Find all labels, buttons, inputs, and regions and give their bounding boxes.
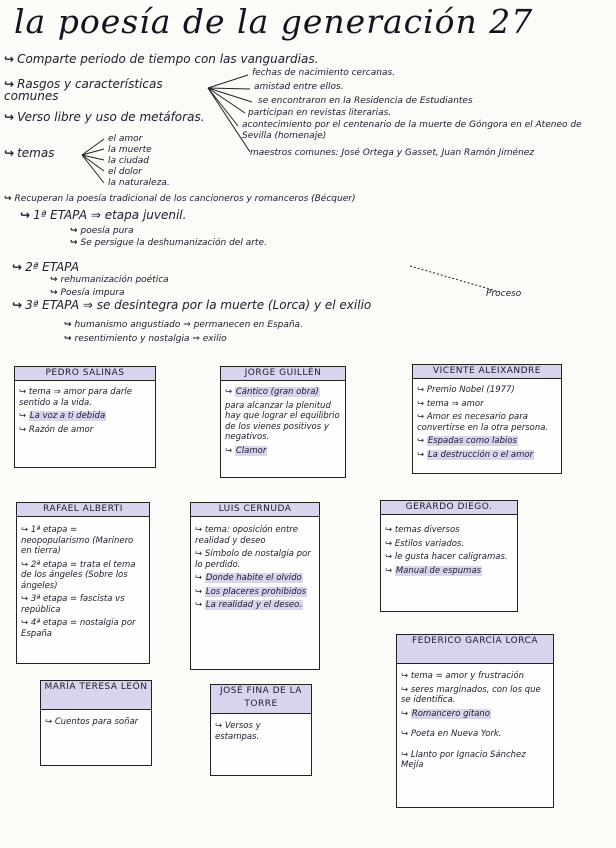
author-item: ↪ Espadas como labios <box>417 436 517 446</box>
arrow-icon: ↪ <box>4 77 15 91</box>
page-title: la poesía de la generación 27 <box>14 2 534 41</box>
etapa-2: ↪ 2ª ETAPA <box>12 260 80 274</box>
author-item: ↪ temas diversos <box>385 525 460 535</box>
author-box-guillen <box>220 366 346 478</box>
author-name: LUIS CERNUDA <box>190 502 320 517</box>
arrow-icon: ↪ <box>70 226 78 236</box>
tema-item: la ciudad <box>108 156 149 166</box>
note-verso-libre: ↪ Verso libre y uso de metáforas. <box>4 110 205 124</box>
author-name: VICENTE ALEIXANDRE <box>412 364 562 379</box>
author-name: MARÍA TERESA LEÓN <box>40 680 152 710</box>
rasgo-item: participan en revistas literarias. <box>248 108 392 118</box>
arrow-icon: ↪ <box>4 146 15 160</box>
arrow-icon: ↪ <box>70 238 78 248</box>
author-item: ↪ Los placeres prohibidos <box>195 586 307 597</box>
author-item: ↪ Símbolo de nostalgia por lo perdido. <box>195 549 311 570</box>
etapa-2-item: ↪ rehumanización poética <box>50 275 169 285</box>
author-item: ↪ Donde habite el olvido <box>195 573 302 583</box>
author-item: ↪ Versos y estampas. <box>215 721 261 742</box>
etapa-3-proceso: Proceso <box>486 289 522 299</box>
etapa-1-item: ↪ Se persigue la deshumanización del arte. <box>70 238 267 248</box>
etapa-3-item: ↪ resentimiento y nostalgia ⇒ exilio <box>64 334 227 344</box>
author-item: ↪ 4ª etapa = nostalgia por España <box>21 618 136 639</box>
note-vanguardias: ↪ Comparte periodo de tiempo con las vanguardias. <box>4 52 319 66</box>
arrow-icon: ↪ <box>50 288 58 298</box>
author-item: ↪ Amor es necesario para convertirse en la otra persona. <box>417 412 549 433</box>
arrow-icon: ↪ <box>64 320 72 330</box>
arrow-icon: ↪ <box>50 275 58 285</box>
author-name: FEDERICO GARCÍA LORCA <box>396 634 554 664</box>
author-items <box>385 525 513 579</box>
author-box-cernuda <box>190 502 320 670</box>
rasgo-item: maestros comunes: José Ortega y Gasset, Juan Ramón Jiménez <box>250 148 535 158</box>
tema-item: el amor <box>108 134 143 144</box>
author-item: ↪ seres marginados, con los que se identifica. <box>401 684 541 705</box>
author-name: JORGE GUILLÉN <box>220 366 346 381</box>
etapa-1-item: ↪ poesía pura <box>70 226 134 236</box>
author-item: ↪ La voz a ti debida <box>19 411 106 421</box>
author-item: ↪ Estilos variados. <box>385 538 465 549</box>
author-name: PEDRO SALINAS <box>14 366 156 381</box>
author-items <box>21 525 145 642</box>
arrow-icon: ↪ <box>4 110 15 124</box>
author-items <box>45 717 147 731</box>
author-item: ↪ Clamor <box>225 445 267 456</box>
arrow-icon: ↪ <box>12 260 23 274</box>
rasgo-item: fechas de nacimiento cercanas. <box>252 68 396 78</box>
etapa-1: ↪ 1ª ETAPA ⇒ etapa juvenil. <box>20 208 187 222</box>
author-name: RAFAEL ALBERTI <box>16 502 150 517</box>
author-item: ↪ Premio Nobel (1977) <box>417 385 515 395</box>
etapa-3-item: ↪ humanismo angustiado ⇒ permanecen en España. <box>64 320 303 330</box>
author-item: ↪ Poeta en Nueva York. <box>401 729 502 739</box>
arrow-icon: ↪ <box>20 208 31 222</box>
author-box-torre <box>210 684 312 776</box>
tema-item: el dolor <box>108 167 142 177</box>
author-item: ↪ Cántico (gran obra) <box>225 387 319 397</box>
author-item: ↪ 1ª etapa = neopopularismo (Marinero en tierra) <box>21 525 134 556</box>
author-box-leon <box>40 680 152 766</box>
rasgo-item: acontecimiento por el centenario de la muerte de Góngora en el Ateneo de Sevilla (homenaje) <box>242 120 582 141</box>
author-item: ↪ La destrucción o el amor <box>417 449 534 460</box>
author-item: ↪ tema: oposición entre realidad y deseo <box>195 525 299 546</box>
author-box-alberti <box>16 502 150 664</box>
note-temas: ↪ temas <box>4 146 55 160</box>
author-item: ↪ tema = amor y frustración <box>401 671 524 681</box>
etapa-2-item: ↪ Poesía impura <box>50 288 125 298</box>
author-items <box>417 385 557 463</box>
author-box-diego <box>380 500 518 612</box>
rasgo-item: se encontraron en la Residencia de Estudiantes <box>258 96 473 106</box>
author-items <box>19 387 151 438</box>
author-name: JOSÉ FINA DE LA TORRE <box>210 684 312 714</box>
author-item: ↪ tema ⇒ amor <box>417 398 484 409</box>
author-item: ↪ Cuentos para soñar <box>45 717 139 727</box>
author-items <box>195 525 315 614</box>
etapa-3: ↪ 3ª ETAPA ⇒ se desintegra por la muerte (Lorca) y el exilio <box>12 298 372 312</box>
author-items <box>401 671 549 774</box>
author-name: GERARDO DIEGO. <box>380 500 518 515</box>
author-item: ↪ 3ª etapa = fascista vs república <box>21 594 125 615</box>
author-item: ↪ Llanto por Ignacio Sánchez Mejía <box>401 749 526 770</box>
tema-item: la muerte <box>108 145 152 155</box>
note-poesia-tradicional: ↪ Recuperan la poesía tradicional de los cancioneros y romanceros (Bécquer) <box>4 194 356 204</box>
arrow-icon: ↪ <box>64 334 72 344</box>
author-items <box>225 387 341 459</box>
arrow-icon: ↪ <box>4 194 12 204</box>
author-box-lorca <box>396 634 554 808</box>
arrow-icon: ↪ <box>12 298 23 312</box>
arrow-icon: ↪ <box>4 52 15 66</box>
author-items <box>215 721 307 745</box>
author-item: ↪ tema ⇒ amor para darle sentido a la vida. <box>19 387 132 408</box>
author-item: ↪ Manual de espumas <box>385 565 482 576</box>
rasgo-item: amistad entre ellos. <box>254 82 344 92</box>
author-item: ↪ La realidad y el deseo. <box>195 600 303 610</box>
note-rasgos: ↪ Rasgos y características comunes <box>4 77 163 103</box>
author-item: para alcanzar la plenitud hay que lograr el equilibrio de los vienes positivos y negativos. <box>225 400 340 442</box>
tema-item: la naturaleza. <box>108 178 170 188</box>
author-box-salinas <box>14 366 156 468</box>
author-item: ↪ Romancero gitano <box>401 708 490 719</box>
author-item: ↪ le gusta hacer caligramas. <box>385 552 508 562</box>
author-item: ↪ 2ª etapa = trata el tema de los ángeles (Sobre los ángeles) <box>21 559 136 591</box>
author-item: ↪ Razón de amor <box>19 424 94 435</box>
author-box-aleixandre <box>412 364 562 474</box>
